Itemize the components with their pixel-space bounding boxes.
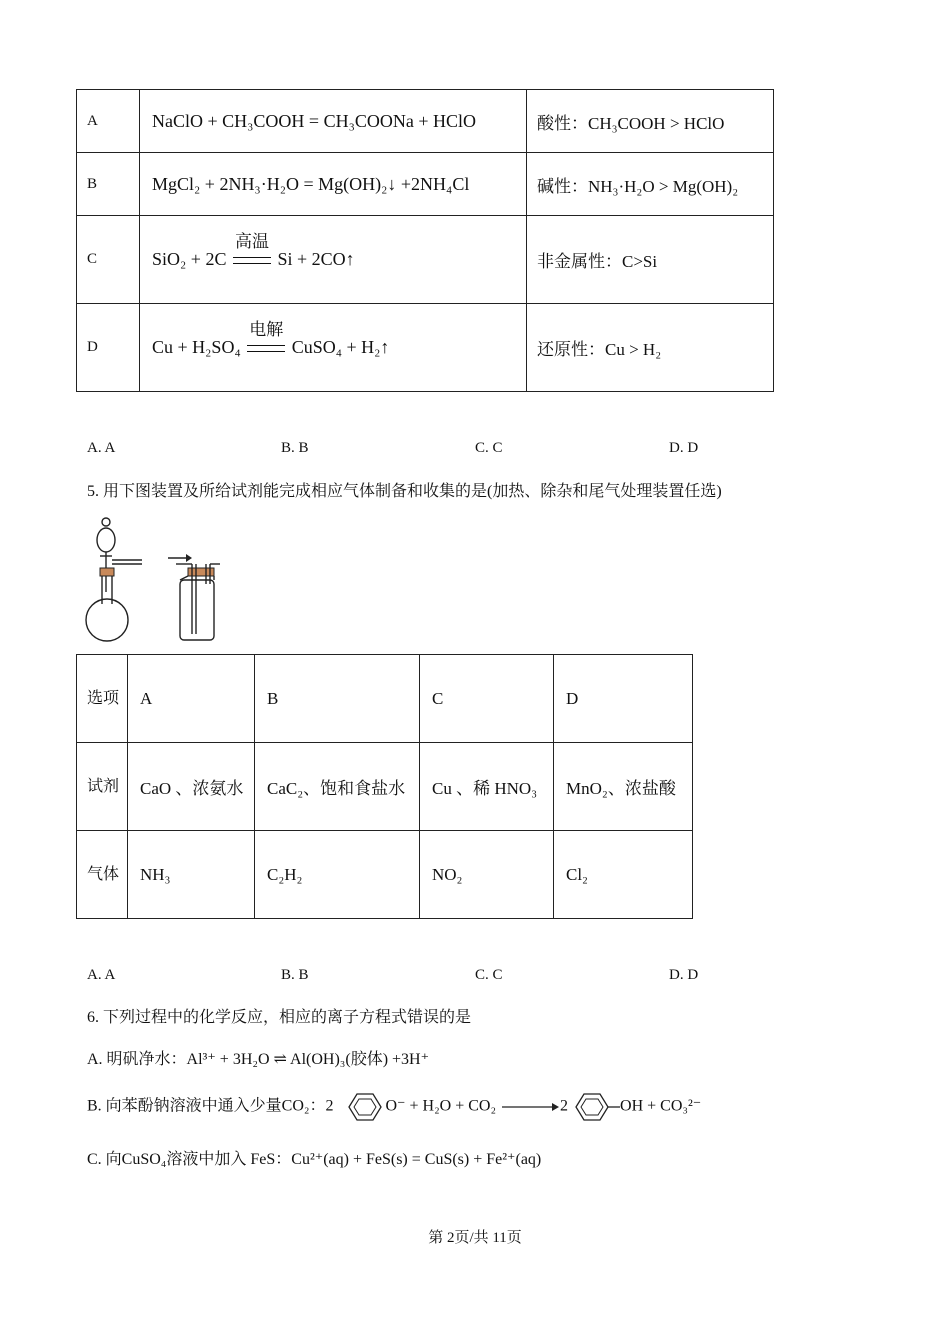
option-a: A. A — [87, 440, 116, 456]
cell: CaO 、浓氨水 — [128, 743, 255, 831]
choice-b-coefficient: 2 — [560, 1097, 569, 1115]
cell: C₂H₂ — [255, 831, 420, 919]
row-head-gas: 气体 — [77, 831, 128, 919]
option-b: B. B — [281, 967, 309, 983]
choice-b — [87, 1090, 701, 1124]
reaction-table — [76, 89, 774, 392]
cell: A — [128, 655, 255, 743]
choice-b-prefix: B. 向苯酚钠溶液中通入少量CO₂：2 — [87, 1097, 334, 1115]
option-d: D. D — [669, 967, 699, 983]
choice-c: C. 向CuSO₄溶液中加入 FeS：Cu²⁺(aq) + FeS(s) = CuS(s) + Fe²⁺(aq) — [87, 1151, 542, 1168]
equation: NaClO + CH₃COOH = CH₃COONa + HClO — [140, 90, 527, 153]
cell: NO₂ — [420, 831, 554, 919]
cell: B — [255, 655, 420, 743]
equation — [140, 304, 527, 392]
choice-b-products: OH + CO₃²⁻ — [620, 1097, 702, 1115]
reagent-table — [76, 654, 693, 919]
cell: C — [420, 655, 554, 743]
row-label: C — [77, 216, 140, 304]
cell: CaC₂、饱和食盐水 — [255, 743, 420, 831]
reaction-condition — [233, 232, 271, 270]
condition-label: 电解 — [249, 320, 284, 339]
cell: MnO₂、浓盐酸 — [554, 743, 693, 831]
choice-b-reactants: O⁻ + H₂O + CO₂ — [385, 1097, 497, 1115]
row-label: D — [77, 304, 140, 392]
apparatus-diagram — [84, 512, 234, 644]
cell: NH₃ — [128, 831, 255, 919]
equation-left: Cu + H₂SO₄ — [152, 337, 241, 357]
row-head-option: 选项 — [77, 655, 128, 743]
cell: D — [554, 655, 693, 743]
property: 还原性：Cu > H₂ — [527, 304, 774, 392]
question-5: 5. 用下图装置及所给试剂能完成相应气体制备和收集的是(加热、除杂和尾气处理装置任选) — [87, 483, 722, 500]
property: 碱性：NH₃·H₂O > Mg(OH)₂ — [527, 153, 774, 216]
row-head-reagent: 试剂 — [77, 743, 128, 831]
cell: Cl₂ — [554, 831, 693, 919]
row-label: A — [77, 90, 140, 153]
equation-right: Si + 2CO↑ — [277, 249, 355, 269]
option-a: A. A — [87, 967, 116, 983]
equation — [140, 216, 527, 304]
reaction-condition — [247, 320, 285, 358]
equation-left: SiO₂ + 2C — [152, 249, 227, 269]
property: 酸性：CH₃COOH > HClO — [527, 90, 774, 153]
condition-label: 高温 — [234, 232, 269, 251]
question-6: 6. 下列过程中的化学反应，相应的离子方程式错误的是 — [87, 1009, 472, 1026]
option-d: D. D — [669, 440, 699, 456]
option-b: B. B — [281, 440, 309, 456]
arrow-icon — [500, 1100, 560, 1114]
row-label: B — [77, 153, 140, 216]
choice-a: A. 明矾净水：Al³⁺ + 3H₂O ⇌ Al(OH)₃(胶体) +3H⁺ — [87, 1051, 430, 1068]
equation-right: CuSO₄ + H₂↑ — [291, 337, 390, 357]
equation: MgCl₂ + 2NH₃·H₂O = Mg(OH)₂↓ +2NH₄Cl — [140, 153, 527, 216]
benzene-ring-icon — [572, 1090, 620, 1124]
benzene-ring-icon — [337, 1090, 385, 1124]
option-c: C. C — [475, 967, 503, 983]
option-c: C. C — [475, 440, 503, 456]
cell: Cu 、稀 HNO₃ — [420, 743, 554, 831]
page-footer: 第 2页/共 11页 — [428, 1230, 522, 1246]
property: 非金属性：C>Si — [527, 216, 774, 304]
